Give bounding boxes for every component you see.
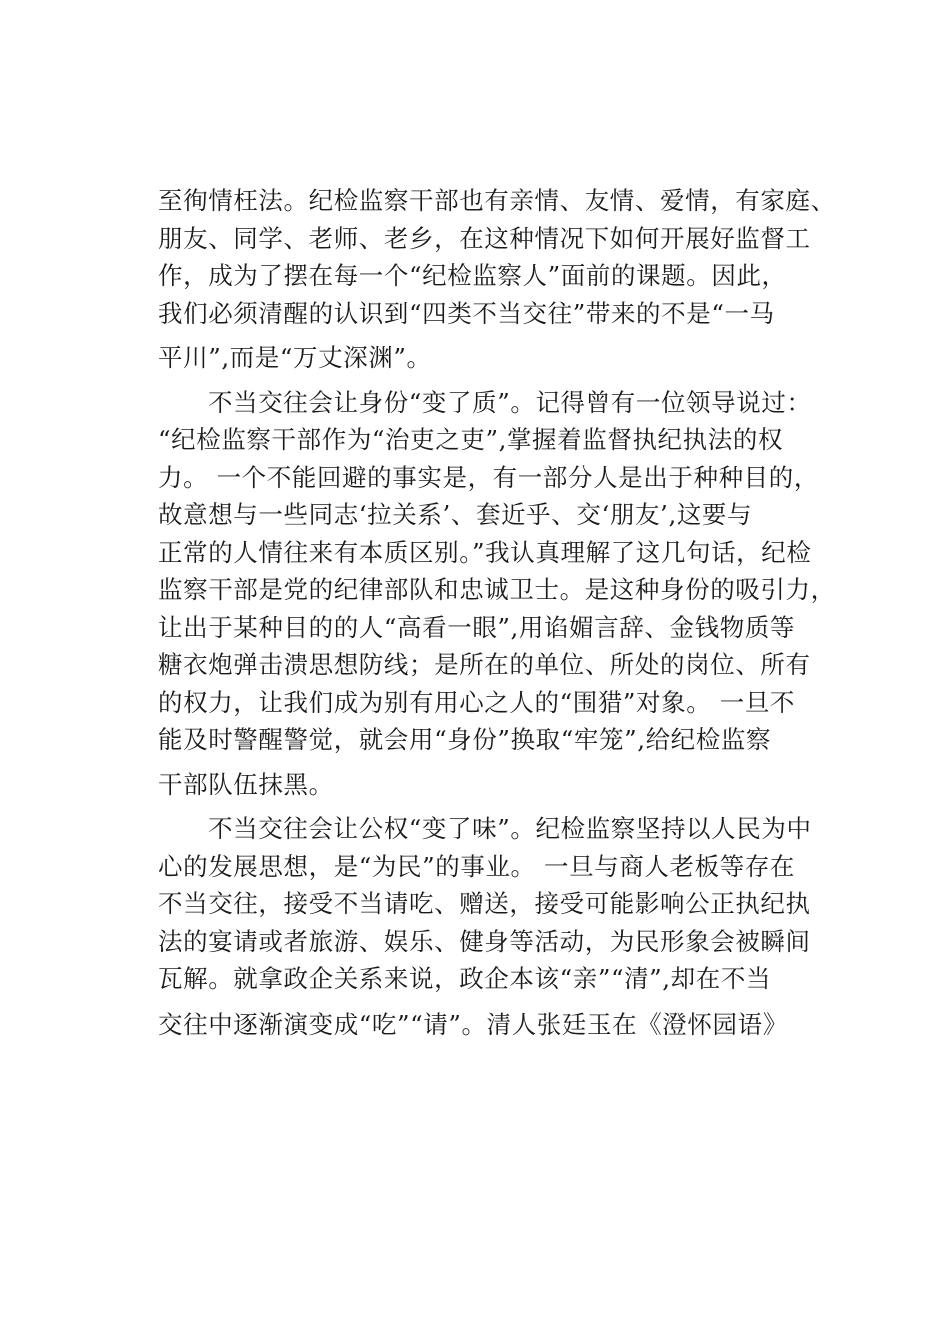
body-text <box>158 182 836 1043</box>
text-line: 至徇情枉法。纪检监察干部也有亲情、友情、爱情，有家庭、 <box>158 186 836 215</box>
text-line: 瓦解。就拿政企关系来说，政企本该“亲”“清”,却在不当 <box>158 964 772 993</box>
text-line: 正常的人情往来有本质区别。”我认真理解了这几句话，纪检 <box>158 537 812 567</box>
text-line: 法的宴请或者旅游、娱乐、健身等活动，为民形象会被瞬间 <box>158 926 811 956</box>
text-line: 能及时警醒警觉，就会用“身份”换取“牢笼”,给纪检监察 <box>158 725 772 754</box>
text-line: 心的发展思想，是“为民”的事业。 一旦与商人老板等存在 <box>158 851 796 881</box>
text-line: 作，成为了摆在每一个“纪检监察人”面前的课题。因此， <box>158 261 787 290</box>
text-line: 我们必须清醒的认识到“四类不当交往”带来的不是“一马 <box>158 298 775 328</box>
text-line: 平川”,而是“万丈深渊”。 <box>158 343 432 372</box>
text-line: 不当交往会让身份“变了质”。记得曾有一位领导说过： <box>208 387 812 417</box>
text-line: “纪检监察干部作为“治吏之吏”,掌握着监督执纪执法的权 <box>158 425 784 454</box>
text-line: 糖衣炮弹击溃思想防线；是所在的单位、所处的岗位、所有 <box>158 650 811 679</box>
text-line: 力。 一个不能回避的事实是，有一部分人是出于种种目的， <box>158 462 819 492</box>
paragraph-1 <box>158 182 836 377</box>
text-line: 监察干部是党的纪律部队和忠诚卫士。是这种身份的吸引力， <box>158 575 836 604</box>
text-line: 的权力，让我们成为别有用心之人的“围猎”对象。 一旦不 <box>158 687 796 717</box>
text-line: 不当交往会让公权“变了味”。纪检监察坚持以人民为中 <box>208 814 812 843</box>
text-line: 让出于某种目的的人“高看一眼”,用谄媚言辞、金钱物质等 <box>158 612 796 642</box>
text-line: 交往中逐渐演变成“吃”“请”。清人张廷玉在《澄怀园语》 <box>158 1009 788 1039</box>
paragraph-2 <box>158 384 836 804</box>
text-line: 干部队伍抹黑。 <box>158 769 334 799</box>
text-line: 不当交往，接受不当请吃、赠送，接受可能影响公正执纪执 <box>158 889 811 918</box>
text-line: 朋友、同学、老师、老乡，在这种情况下如何开展好监督工 <box>158 223 811 253</box>
paragraph-3 <box>158 810 823 1043</box>
text-line: 故意想与一些同志‘拉关系’、套近乎、交‘朋友’,这要与 <box>158 500 753 529</box>
